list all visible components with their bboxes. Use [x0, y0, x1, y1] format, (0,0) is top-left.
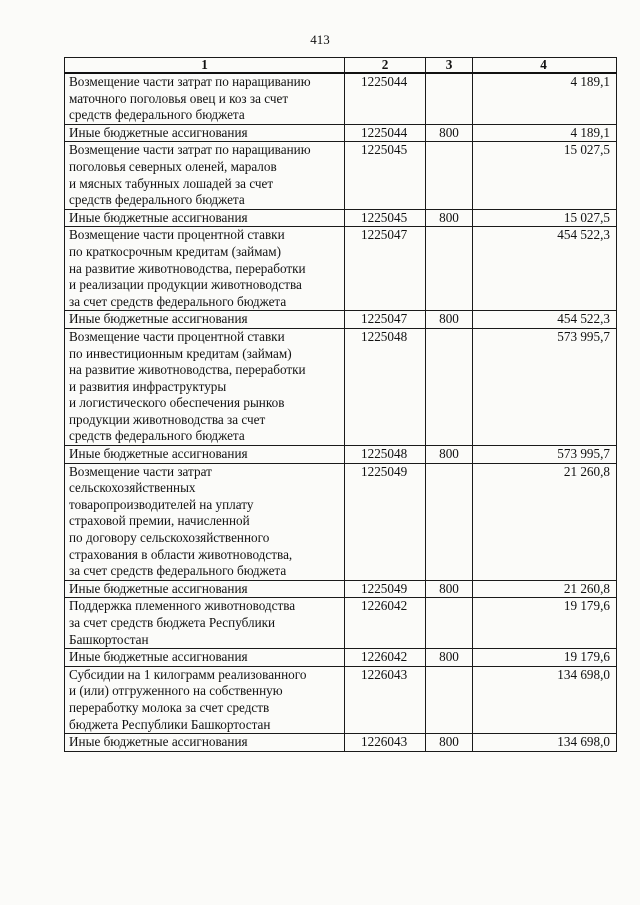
item-name-line: страхования в области животноводства, [69, 546, 293, 562]
item-name-line: Иные бюджетные ассигнования [69, 580, 248, 596]
code-cell: 1226042 [345, 649, 426, 667]
header-col-2: 2 [345, 58, 426, 74]
table-row [65, 463, 617, 580]
code-cell: 1225044 [345, 124, 426, 142]
table-row [65, 598, 617, 649]
item-name-line: средств федерального бюджета [69, 107, 245, 123]
budget-table [64, 57, 617, 752]
item-name-cell [65, 73, 345, 124]
item-name-line: и (или) отгруженного на собственную [69, 683, 283, 699]
expense-type-cell [426, 666, 473, 733]
header-row [65, 58, 617, 74]
item-name-cell [65, 580, 345, 598]
amount-cell: 454 522,3 [473, 227, 617, 311]
code-cell: 1225044 [345, 73, 426, 124]
item-name-line: по краткосрочным кредитам (займам) [69, 243, 281, 259]
item-name-cell [65, 734, 345, 752]
amount-cell: 4 189,1 [473, 124, 617, 142]
page-number: 413 [310, 32, 330, 47]
table-row [65, 446, 617, 464]
amount-cell: 21 260,8 [473, 580, 617, 598]
item-name-line: на развитие животноводства, переработки [69, 362, 306, 378]
expense-type-cell [426, 73, 473, 124]
item-name-line: маточного поголовья овец и коз за счет [69, 90, 289, 106]
code-cell: 1226042 [345, 598, 426, 649]
expense-type-cell [426, 142, 473, 209]
item-name-line: Иные бюджетные ассигнования [69, 124, 248, 140]
table-row [65, 580, 617, 598]
expense-type-cell: 800 [426, 209, 473, 227]
item-name-line: Возмещение части затрат по наращиванию [69, 142, 311, 158]
code-cell: 1225049 [345, 463, 426, 580]
item-name-cell [65, 463, 345, 580]
table-row [65, 209, 617, 227]
item-name-line: страховой премии, начисленной [69, 513, 250, 529]
table-row [65, 73, 617, 124]
table-row [65, 227, 617, 311]
expense-type-cell: 800 [426, 124, 473, 142]
item-name-line: на развитие животноводства, переработки [69, 260, 306, 276]
amount-cell: 4 189,1 [473, 73, 617, 124]
header-col-3: 3 [426, 58, 473, 74]
expense-type-cell: 800 [426, 311, 473, 329]
amount-cell: 21 260,8 [473, 463, 617, 580]
item-name-cell [65, 227, 345, 311]
item-name-cell [65, 124, 345, 142]
code-cell: 1225047 [345, 227, 426, 311]
item-name-line: Иные бюджетные ассигнования [69, 209, 248, 225]
item-name-line: Иные бюджетные ассигнования [69, 311, 248, 327]
item-name-line: Субсидии на 1 килограмм реализованного [69, 666, 307, 682]
item-name-line: Иные бюджетные ассигнования [69, 649, 248, 665]
item-name-line: поголовья северных оленей, маралов [69, 158, 277, 174]
code-cell: 1225045 [345, 142, 426, 209]
table-row [65, 328, 617, 445]
expense-type-cell [426, 227, 473, 311]
amount-cell: 19 179,6 [473, 649, 617, 667]
item-name-cell [65, 328, 345, 445]
item-name-line: и мясных табунных лошадей за счет [69, 175, 274, 191]
item-name-line: за счет средств федерального бюджета [69, 293, 287, 309]
item-name-line: Возмещение части затрат [69, 463, 212, 479]
code-cell: 1225048 [345, 328, 426, 445]
expense-type-cell: 800 [426, 649, 473, 667]
item-name-line: Башкортостан [69, 631, 149, 647]
table-row [65, 311, 617, 329]
item-name-line: и реализации продукции животноводства [69, 277, 302, 293]
amount-cell: 454 522,3 [473, 311, 617, 329]
item-name-line: переработку молока за счет средств [69, 699, 270, 715]
item-name-line: по договору сельскохозяйственного [69, 530, 270, 546]
table-body [65, 73, 617, 751]
expense-type-cell: 800 [426, 446, 473, 464]
item-name-line: сельскохозяйственных [69, 480, 196, 496]
item-name-line: продукции животноводства за счет [69, 411, 266, 427]
table-row [65, 649, 617, 667]
item-name-cell [65, 598, 345, 649]
item-name-cell [65, 311, 345, 329]
expense-type-cell: 800 [426, 734, 473, 752]
amount-cell: 573 995,7 [473, 328, 617, 445]
item-name-line: по инвестиционным кредитам (займам) [69, 345, 292, 361]
table-row [65, 142, 617, 209]
amount-cell: 19 179,6 [473, 598, 617, 649]
code-cell: 1225049 [345, 580, 426, 598]
item-name-cell [65, 649, 345, 667]
item-name-line: Поддержка племенного животноводства [69, 598, 296, 614]
table-row [65, 124, 617, 142]
item-name-line: Возмещение части процентной ставки [69, 227, 285, 243]
code-cell: 1226043 [345, 666, 426, 733]
expense-type-cell: 800 [426, 580, 473, 598]
amount-cell: 134 698,0 [473, 666, 617, 733]
expense-type-cell [426, 598, 473, 649]
item-name-line: Возмещение части процентной ставки [69, 328, 285, 344]
item-name-line: Иные бюджетные ассигнования [69, 446, 248, 462]
item-name-line: и развития инфраструктуры [69, 378, 227, 394]
item-name-line: и логистического обеспечения рынков [69, 395, 285, 411]
code-cell: 1225045 [345, 209, 426, 227]
expense-type-cell [426, 463, 473, 580]
item-name-line: средств федерального бюджета [69, 428, 245, 444]
item-name-line: Иные бюджетные ассигнования [69, 734, 248, 750]
item-name-line: Возмещение части затрат по наращиванию [69, 74, 311, 89]
item-name-cell [65, 142, 345, 209]
table-row [65, 666, 617, 733]
item-name-line: за счет средств бюджета Республики [69, 615, 276, 630]
code-cell: 1225047 [345, 311, 426, 329]
item-name-cell [65, 666, 345, 733]
amount-cell: 134 698,0 [473, 734, 617, 752]
table-row [65, 734, 617, 752]
code-cell: 1226043 [345, 734, 426, 752]
expense-type-cell [426, 328, 473, 445]
item-name-cell [65, 446, 345, 464]
code-cell: 1225048 [345, 446, 426, 464]
item-name-line: за счет средств федерального бюджета [69, 563, 287, 579]
item-name-cell [65, 209, 345, 227]
item-name-line: бюджета Республики Башкортостан [69, 716, 271, 732]
item-name-line: товаропроизводителей на уплату [69, 496, 254, 512]
header-col-1: 1 [65, 58, 345, 74]
amount-cell: 15 027,5 [473, 209, 617, 227]
amount-cell: 573 995,7 [473, 446, 617, 464]
item-name-line: средств федерального бюджета [69, 192, 245, 208]
header-col-4: 4 [473, 58, 617, 74]
amount-cell: 15 027,5 [473, 142, 617, 209]
